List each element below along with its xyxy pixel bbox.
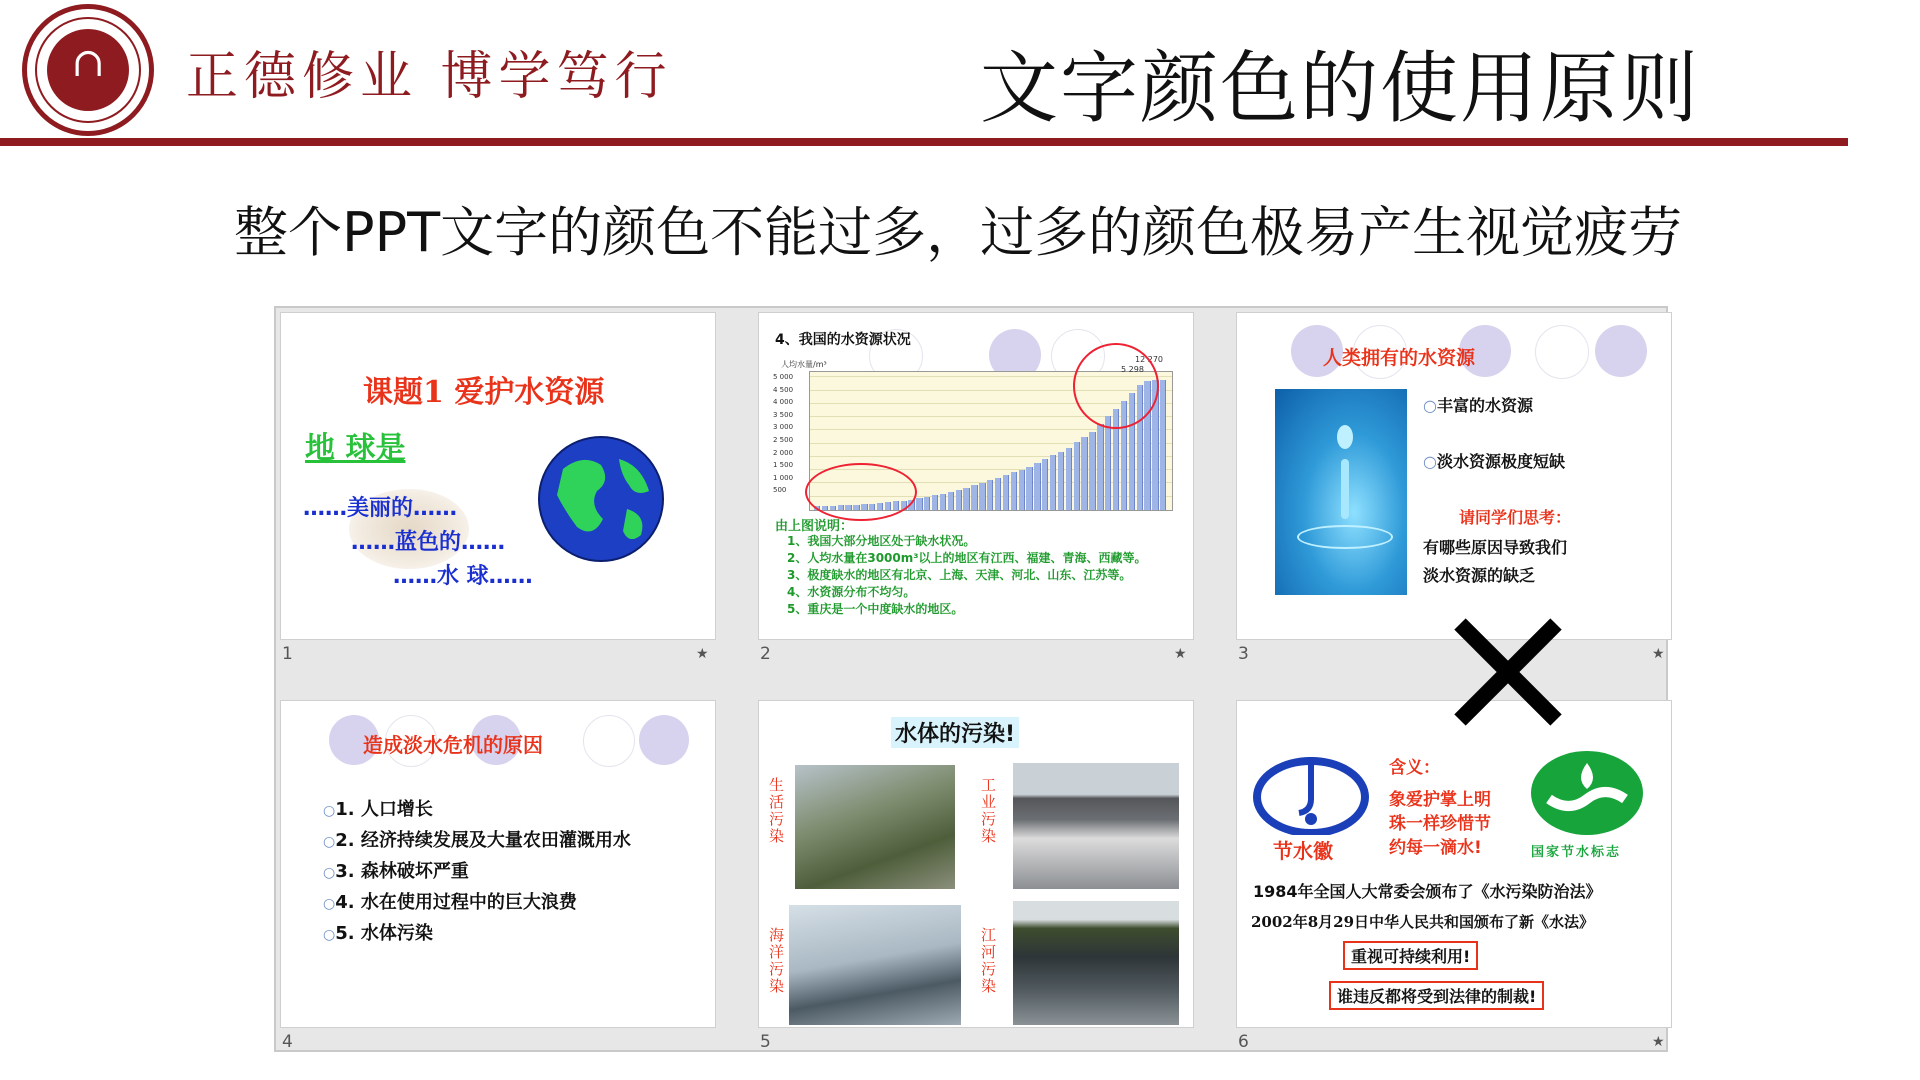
slide3-bullet: ○淡水资源极度短缺 bbox=[1423, 452, 1565, 471]
chart-bar bbox=[1019, 470, 1025, 510]
slide2-point: 2、人均水量在3000m³以上的地区有江西、福建、青海、西藏等。 bbox=[787, 551, 1147, 565]
slide2-title: 4、我国的水资源状况 bbox=[775, 332, 911, 348]
boxed-note: 谁违反都将受到法律的制裁! bbox=[1329, 981, 1544, 1010]
university-logo bbox=[22, 4, 154, 136]
law-line: 2002年8月29日中华人民共和国颁布了新《水法》 bbox=[1251, 913, 1595, 931]
chart-bar bbox=[1003, 475, 1009, 510]
meaning-text: 约每一滴水! bbox=[1389, 838, 1482, 858]
logo-glyph: ∩ bbox=[71, 40, 105, 86]
national-water-saving-logo-icon bbox=[1529, 749, 1645, 837]
badge-left-caption: 节水徽 bbox=[1273, 839, 1333, 863]
chart-bar bbox=[1089, 432, 1095, 510]
chart-bar bbox=[1074, 442, 1080, 510]
chart-bar bbox=[963, 488, 969, 510]
slide-number-6: 6 bbox=[1238, 1032, 1249, 1052]
chart-peak-label: 12 270 bbox=[1135, 355, 1163, 364]
slide3-title: 人类拥有的水资源 bbox=[1323, 347, 1476, 369]
slide-thumbnail-4[interactable] bbox=[280, 700, 716, 1028]
label-ocean-pollution: 海洋污染 bbox=[769, 926, 785, 995]
river-pollution-photo bbox=[1013, 901, 1179, 1025]
slide4-item: ○2. 经济持续发展及大量农田灌溉用水 bbox=[323, 830, 631, 851]
boxed-note: 重视可持续利用! bbox=[1343, 941, 1478, 970]
chart-y-unit: 人均水量/m³ bbox=[781, 360, 827, 369]
slide4-item: ○1. 人口增长 bbox=[323, 799, 433, 820]
slide2-point: 1、我国大部分地区处于缺水状况。 bbox=[787, 534, 976, 548]
chart-y-tick: 1 000 bbox=[773, 473, 794, 482]
slide-thumbnail-3[interactable] bbox=[1236, 312, 1672, 640]
deco-circle bbox=[583, 715, 635, 767]
chart-y-tick: 1 500 bbox=[773, 461, 794, 470]
transition-star-icon: ★ bbox=[1652, 1034, 1665, 1050]
slide2-point: 4、水资源分布不均匀。 bbox=[787, 585, 916, 599]
chart-y-tick: 4 500 bbox=[773, 385, 794, 394]
industrial-pollution-photo bbox=[1013, 763, 1179, 889]
chart-y-tick: 2 000 bbox=[773, 448, 794, 457]
chart-y-tick: 2 500 bbox=[773, 436, 794, 444]
slide3-question: 有哪些原因导致我们 bbox=[1423, 538, 1568, 557]
chart-bar bbox=[1160, 380, 1166, 510]
slide2-explain-title: 由上图说明： bbox=[775, 519, 854, 534]
slide2-point: 3、极度缺水的地区有北京、上海、天津、河北、山东、江苏等。 bbox=[787, 568, 1132, 582]
chart-y-tick: 3 500 bbox=[773, 410, 794, 419]
chart-bar bbox=[956, 490, 962, 510]
label-river-pollution: 江河污染 bbox=[981, 926, 997, 995]
cross-mark-icon bbox=[1448, 612, 1568, 732]
highlight-circle bbox=[805, 463, 917, 521]
slide4-item: ○4. 水在使用过程中的巨大浪费 bbox=[323, 892, 577, 913]
chart-y-tick: 4 000 bbox=[773, 398, 794, 407]
chart-bar bbox=[916, 498, 922, 510]
law-line: 1984年全国人大常委会颁布了《水污染防治法》 bbox=[1253, 882, 1602, 901]
ocean-pollution-photo bbox=[789, 905, 961, 1025]
water-drop-image bbox=[1275, 389, 1407, 595]
chart-y-tick: 3 000 bbox=[773, 423, 794, 432]
label-industrial-pollution: 工业污染 bbox=[981, 776, 997, 845]
slide4-title: 造成淡水危机的原因 bbox=[363, 733, 543, 757]
slide2-point: 5、重庆是一个中度缺水的地区。 bbox=[787, 602, 964, 616]
chart-bar bbox=[932, 495, 938, 510]
slide1-earth-label: 地 球是 bbox=[305, 431, 406, 466]
chart-bar bbox=[1058, 452, 1064, 511]
water-saving-badge-icon bbox=[1253, 753, 1369, 835]
chart-bar bbox=[948, 492, 954, 510]
slide3-bullet: ○丰富的水资源 bbox=[1423, 396, 1533, 415]
slide-number-4: 4 bbox=[282, 1032, 293, 1052]
meaning-label: 含义： bbox=[1389, 758, 1440, 778]
chart-bar bbox=[987, 480, 993, 510]
slide-number-5: 5 bbox=[760, 1032, 771, 1052]
transition-star-icon: ★ bbox=[696, 646, 709, 662]
slide-number-2: 2 bbox=[760, 644, 771, 664]
header-divider bbox=[0, 138, 1848, 146]
chart-bar bbox=[1042, 459, 1048, 510]
slide1-water: ……水 球…… bbox=[393, 564, 533, 589]
chart-bar bbox=[1050, 455, 1056, 510]
label-domestic-pollution: 生活污染 bbox=[769, 776, 785, 845]
chart-bar bbox=[971, 485, 977, 510]
chart-bar bbox=[940, 494, 946, 510]
slide1-beautiful: ……美丽的…… bbox=[303, 496, 458, 521]
meaning-text: 珠一样珍惜节 bbox=[1389, 814, 1491, 834]
chart-bar bbox=[1011, 472, 1017, 510]
chart-y-tick: 5 000 bbox=[773, 373, 794, 381]
badge-right-caption: 国家节水标志 bbox=[1531, 845, 1622, 860]
slide3-prompt: 请同学们思考： bbox=[1459, 508, 1572, 527]
deco-circle bbox=[1595, 325, 1647, 377]
chart-bar bbox=[1105, 416, 1111, 510]
chart-y-tick: 500 bbox=[773, 486, 787, 495]
subtitle: 整个PPT文字的颜色不能过多，过多的颜色极易产生视觉疲劳 bbox=[234, 201, 1683, 264]
slide-number-1: 1 bbox=[282, 644, 293, 664]
chart-bar bbox=[1097, 424, 1103, 510]
slide-number-3: 3 bbox=[1238, 644, 1249, 664]
slide1-blue: ……蓝色的…… bbox=[351, 530, 506, 555]
deco-circle bbox=[1535, 325, 1589, 379]
transition-star-icon: ★ bbox=[1174, 646, 1187, 662]
page-title: 文字颜色的使用原则 bbox=[980, 44, 1701, 134]
chart-bar bbox=[1026, 467, 1032, 510]
slide4-item: ○5. 水体污染 bbox=[323, 923, 433, 944]
earth-globe-icon bbox=[537, 435, 665, 563]
chart-bar bbox=[1066, 448, 1072, 510]
highlight-circle bbox=[1073, 343, 1159, 429]
deco-circle bbox=[639, 715, 689, 765]
chart-bar bbox=[1034, 463, 1040, 510]
chart-bar bbox=[995, 478, 1001, 511]
slide1-title: 课题1 爱护水资源 bbox=[363, 375, 605, 410]
slide-thumbnail-2[interactable] bbox=[758, 312, 1194, 640]
university-motto: 正德修业 博学笃行 bbox=[186, 47, 673, 107]
slide-thumbnail-1[interactable] bbox=[280, 312, 716, 640]
slide5-title: 水体的污染! bbox=[891, 717, 1019, 748]
transition-star-icon: ★ bbox=[1652, 646, 1665, 662]
slide-thumbnail-6[interactable] bbox=[1236, 700, 1672, 1028]
slide-thumbnail-5[interactable] bbox=[758, 700, 1194, 1028]
slide4-item: ○3. 森林破坏严重 bbox=[323, 861, 469, 882]
chart-peak-label: 5 298 bbox=[1121, 365, 1144, 374]
slide3-question: 淡水资源的缺乏 bbox=[1423, 566, 1536, 585]
chart-bar bbox=[924, 497, 930, 510]
meaning-text: 象爱护掌上明 bbox=[1389, 790, 1491, 810]
chart-bar bbox=[979, 483, 985, 510]
chart-bar bbox=[1081, 437, 1087, 510]
domestic-pollution-photo bbox=[795, 765, 955, 889]
